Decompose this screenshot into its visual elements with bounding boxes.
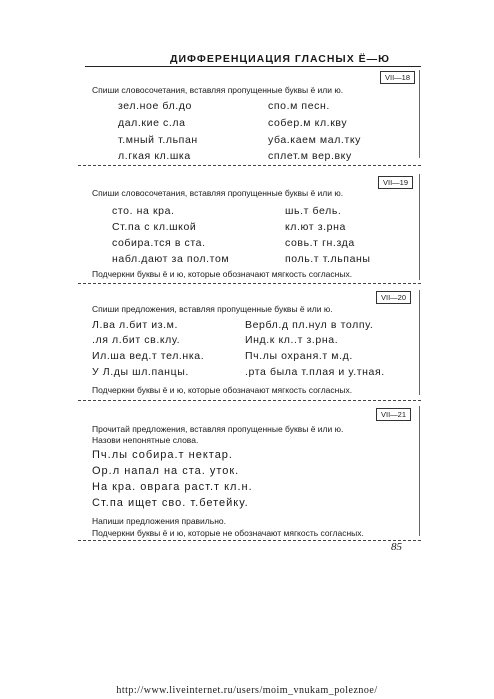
exercise-code: VII—21 (376, 408, 411, 421)
exercise-item: Ст.па ищет сво. т.бетейку. (92, 497, 249, 509)
source-url: http://www.liveinternet.ru/users/moim_vnukam_poleznoe/ (116, 685, 378, 696)
section-divider (78, 400, 421, 401)
exercise-item: т.мный т.льпан (118, 134, 198, 146)
section-border (419, 174, 420, 280)
exercise-instruction: Спиши словосочетания, вставляя пропущенные буквы ё или ю. (92, 188, 344, 198)
exercise-item: Ор.л напал на ста. уток. (92, 465, 240, 477)
exercise-item: Л.ва л.бит из.м. (92, 319, 179, 331)
page-number: 85 (391, 541, 402, 553)
exercise-item: л.гкая кл.шка (118, 150, 191, 162)
exercise-item: сто. на кра. (112, 205, 175, 217)
exercise-item: кл.ют з.рна (285, 221, 346, 233)
exercise-instruction: Спиши словосочетания, вставляя пропущенные буквы ё или ю. (92, 85, 344, 95)
exercise-item: дал.кие с.ла (118, 117, 186, 129)
exercise-note: Подчеркни буквы ё и ю, которые не обозначают мягкость согласных. (92, 528, 364, 538)
exercise-item: собира.тся в ста. (112, 237, 206, 249)
exercise-item: сплет.м вер.вку (268, 150, 352, 162)
exercise-code: VII—19 (378, 176, 413, 189)
section-border (419, 70, 420, 158)
section-border (419, 290, 420, 395)
exercise-item: Инд.к кл..т з.рна. (245, 334, 339, 346)
exercise-item: У Л.ды шл.панцы. (92, 366, 189, 378)
exercise-item: .рта была т.плая и у.тная. (245, 366, 385, 378)
exercise-item: собер.м кл.кву (268, 117, 348, 129)
page-title: ДИФФЕРЕНЦИАЦИЯ ГЛАСНЫХ Ё—Ю (170, 53, 390, 65)
exercise-instruction: Назови непонятные слова. (92, 435, 199, 445)
section-border (419, 406, 420, 536)
section-divider (78, 540, 421, 541)
exercise-item: шь.т бель. (285, 205, 342, 217)
exercise-item: зел.ное бл.до (118, 100, 192, 112)
exercise-item: Вербл.д пл.нул в толпу. (245, 319, 374, 331)
exercise-item: На кра. оврага раст.т кл.н. (92, 481, 253, 493)
exercise-item: .ля л.бит св.клу. (92, 334, 181, 346)
exercise-instruction: Спиши предложения, вставляя пропущенные буквы ё или ю. (92, 304, 333, 314)
title-rule (85, 66, 421, 67)
exercise-note: Подчеркни буквы ё и ю, которые обозначают мягкость согласных. (92, 385, 353, 395)
exercise-code: VII—18 (380, 71, 415, 84)
exercise-note: Подчеркни буквы ё и ю, которые обозначают мягкость согласных. (92, 269, 353, 279)
exercise-item: Ил.ша вед.т тел.нка. (92, 350, 205, 362)
exercise-item: совь.т гн.зда (285, 237, 355, 249)
section-divider (78, 283, 421, 284)
section-divider (78, 165, 421, 166)
exercise-item: Пч.лы собира.т нектар. (92, 449, 233, 461)
exercise-item: Ст.па с кл.шкой (112, 221, 197, 233)
exercise-item: уба.каем мал.тку (268, 134, 362, 146)
exercise-code: VII—20 (376, 291, 411, 304)
exercise-instruction: Прочитай предложения, вставляя пропущенные буквы ё или ю. (92, 424, 344, 434)
exercise-item: Пч.лы охраня.т м.д. (245, 350, 353, 362)
exercise-item: поль.т т.льпаны (285, 253, 371, 265)
exercise-item: набл.дают за пол.том (112, 253, 230, 265)
exercise-task: Напиши предложения правильно. (92, 516, 226, 526)
exercise-item: спо.м песн. (268, 100, 330, 112)
